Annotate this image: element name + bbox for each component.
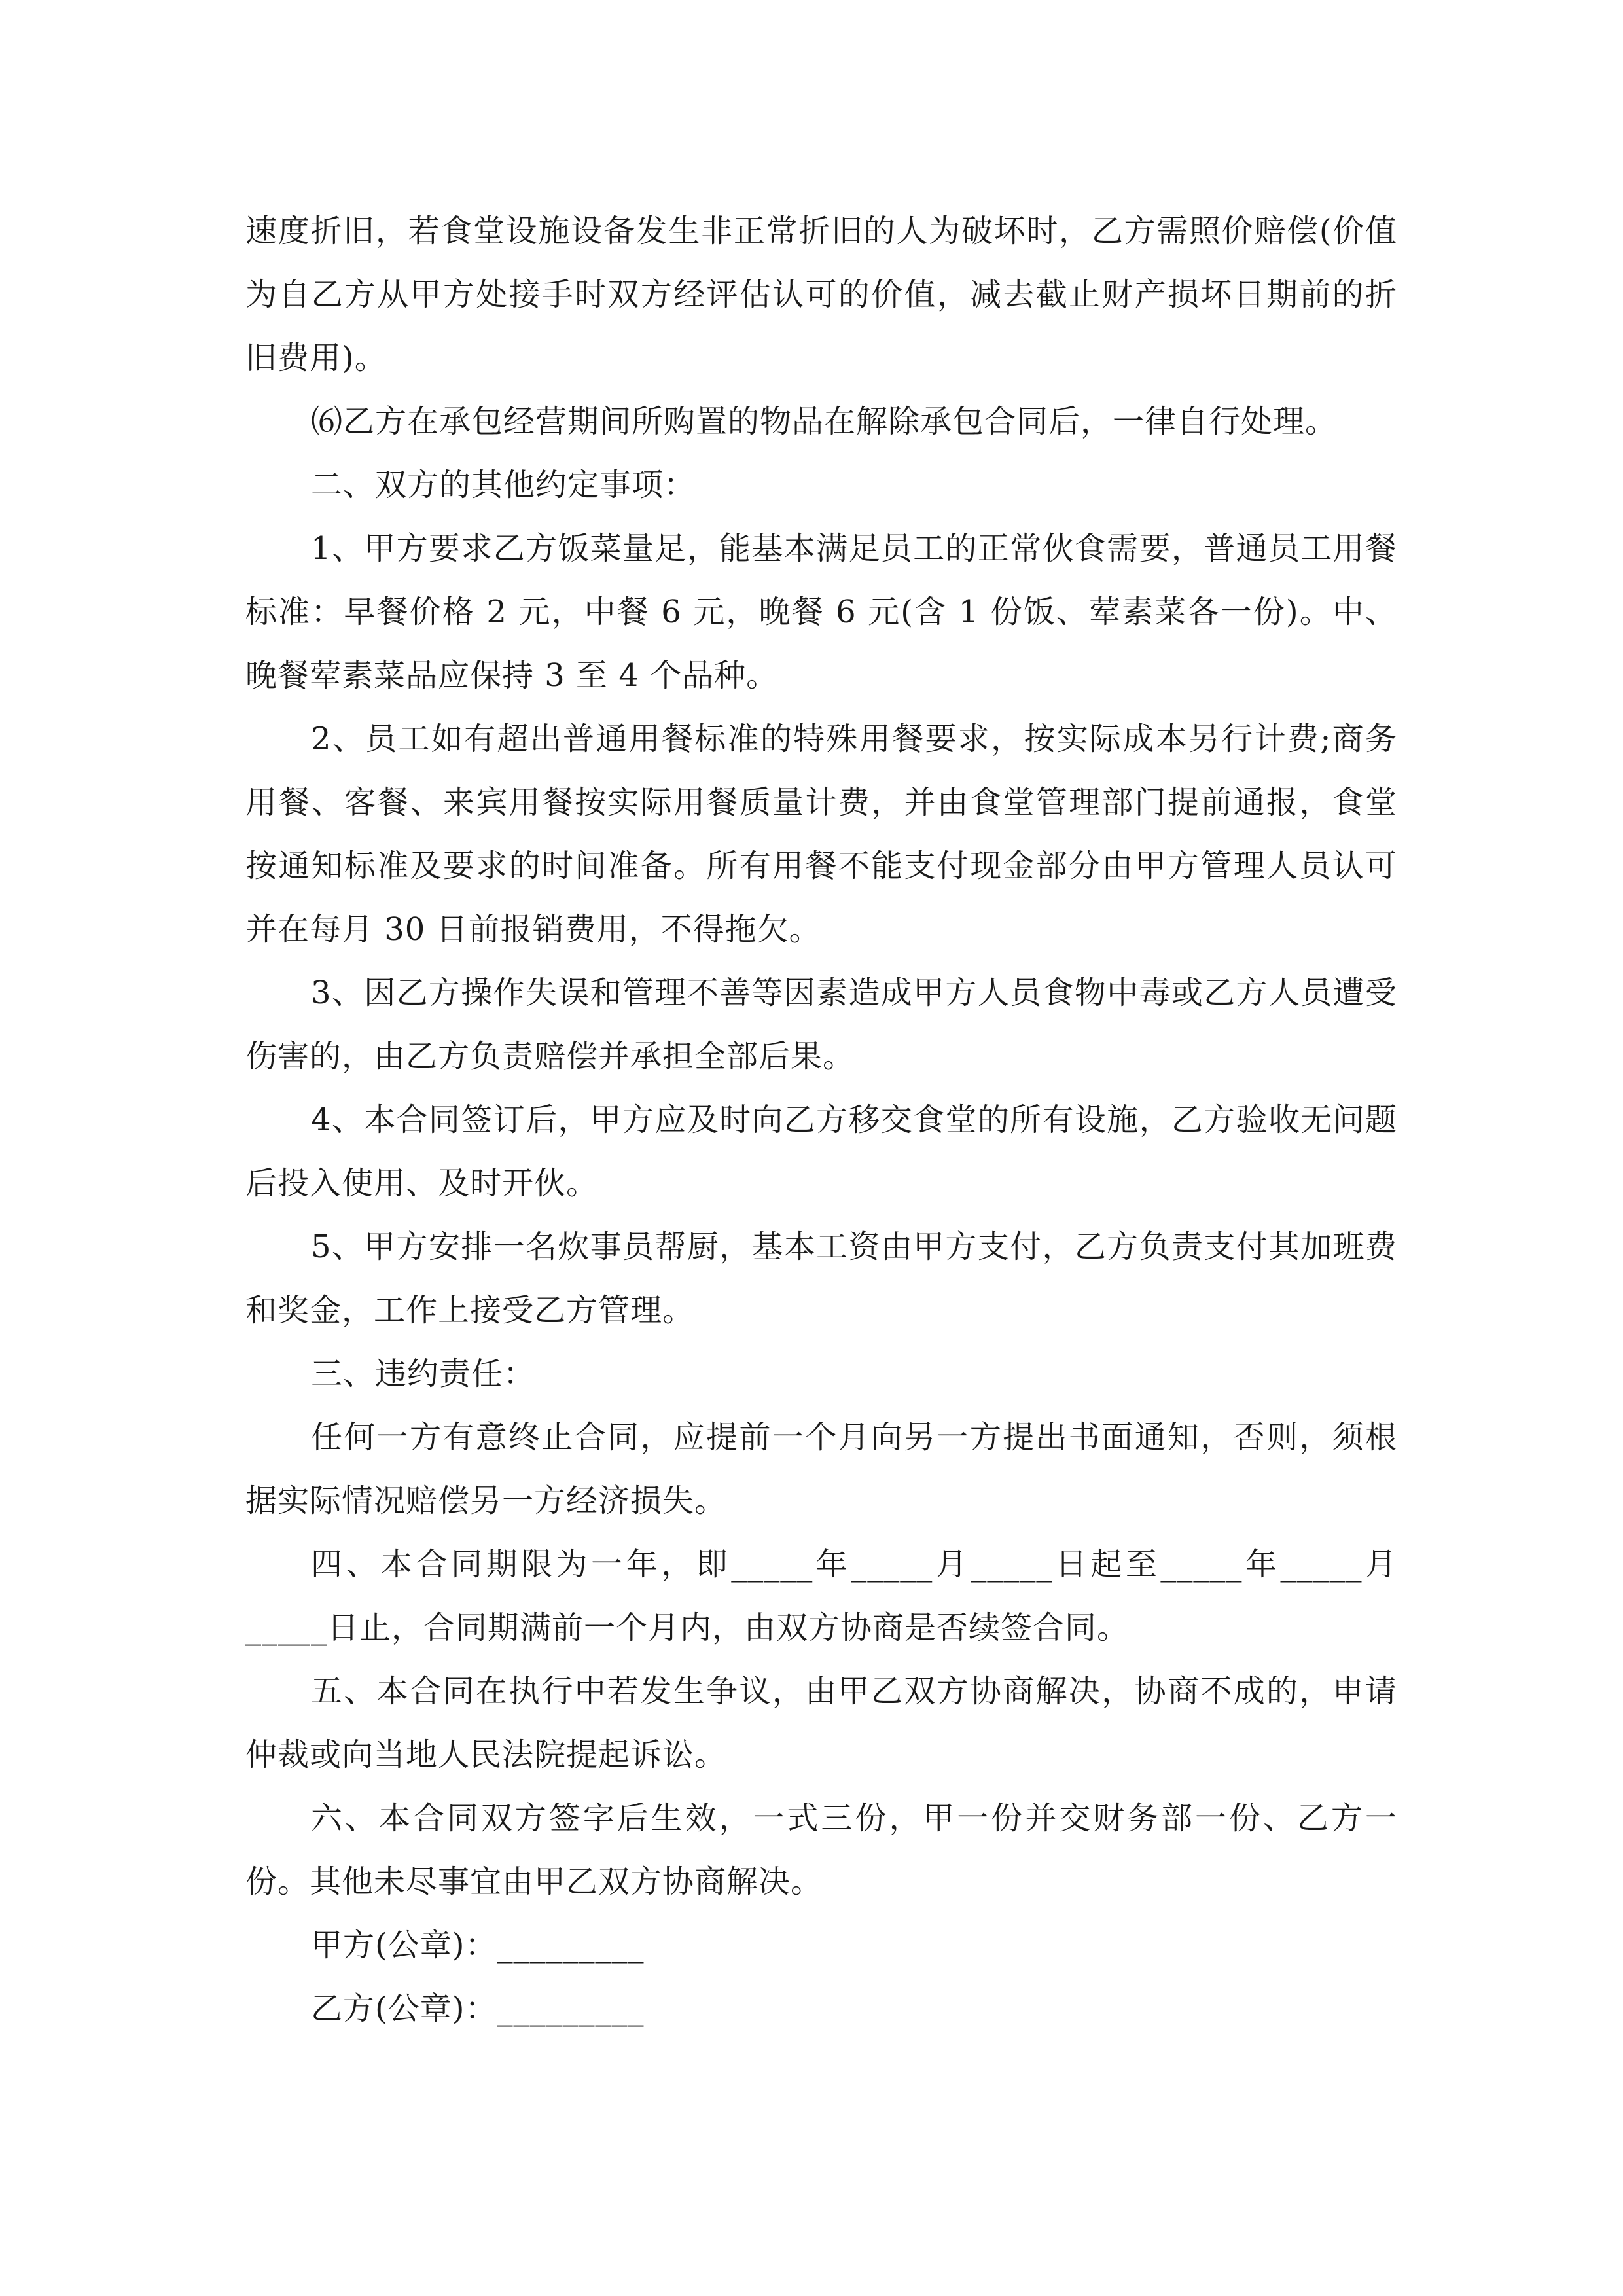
paragraph-depreciation: 速度折旧，若食堂设施设备发生非正常折旧的人为破坏时，乙方需照价赔偿(价值为自乙方从甲方处接手时双方经评估认可的价值，减去截止财产损坏日期前的折旧费用)。 xyxy=(245,213,1397,376)
signature-party-a: 甲方(公章)：_________ xyxy=(311,1927,645,1964)
document-body xyxy=(245,200,1397,2041)
paragraph-purchased-items: ⑹乙方在承包经营期间所购置的物品在解除承包合同后，一律自行处理。 xyxy=(311,403,1338,440)
section-effectiveness: 六、本合同双方签字后生效，一式三份，甲一份并交财务部一份、乙方一份。其他未尽事宜由甲乙双方协商解决。 xyxy=(245,1800,1397,1900)
section-contract-term: 四、本合同期限为一年，即_____年_____月_____日起至_____年_____月_____日止，合同期满前一个月内，由双方协商是否续签合同。 xyxy=(245,1546,1397,1646)
section-heading-other-agreements: 二、双方的其他约定事项： xyxy=(311,467,696,503)
signature-party-b: 乙方(公章)：_________ xyxy=(311,1990,645,2027)
section-heading-breach: 三、违约责任： xyxy=(311,1355,536,1392)
clause-5-kitchen-helper: 5、甲方安排一名炊事员帮厨，基本工资由甲方支付，乙方负责支付其加班费和奖金，工作上接受乙方管理。 xyxy=(245,1229,1397,1329)
clause-2-special-meals: 2、员工如有超出普通用餐标准的特殊用餐要求，按实际成本另行计费;商务用餐、客餐、来宾用餐按实际用餐质量计费，并由食堂管理部门提前通报，食堂按通知标准及要求的时间准备。所有用餐不能支付现金部分由甲方管理人员认可并在每月 30 日前报销费用，不得拖欠。 xyxy=(245,721,1397,948)
clause-4-handover: 4、本合同签订后，甲方应及时向乙方移交食堂的所有设施，乙方验收无问题后投入使用、及时开伙。 xyxy=(245,1102,1397,1202)
clause-3-liability: 3、因乙方操作失误和管理不善等因素造成甲方人员食物中毒或乙方人员遭受伤害的，由乙方负责赔偿并承担全部后果。 xyxy=(245,975,1397,1075)
section-dispute-resolution: 五、本合同在执行中若发生争议，由甲乙双方协商解决，协商不成的，申请仲裁或向当地人民法院提起诉讼。 xyxy=(245,1673,1397,1773)
clause-1-meal-standard: 1、甲方要求乙方饭菜量足，能基本满足员工的正常伙食需要，普通员工用餐标准：早餐价格 2 元，中餐 6 元，晚餐 6 元(含 1 份饭、荤素菜各一份)。中、晚餐荤素菜品应保持 3 至 4 个品种。 xyxy=(245,530,1397,694)
paragraph-termination-notice: 任何一方有意终止合同，应提前一个月向另一方提出书面通知，否则，须根据实际情况赔偿另一方经济损失。 xyxy=(245,1419,1397,1519)
